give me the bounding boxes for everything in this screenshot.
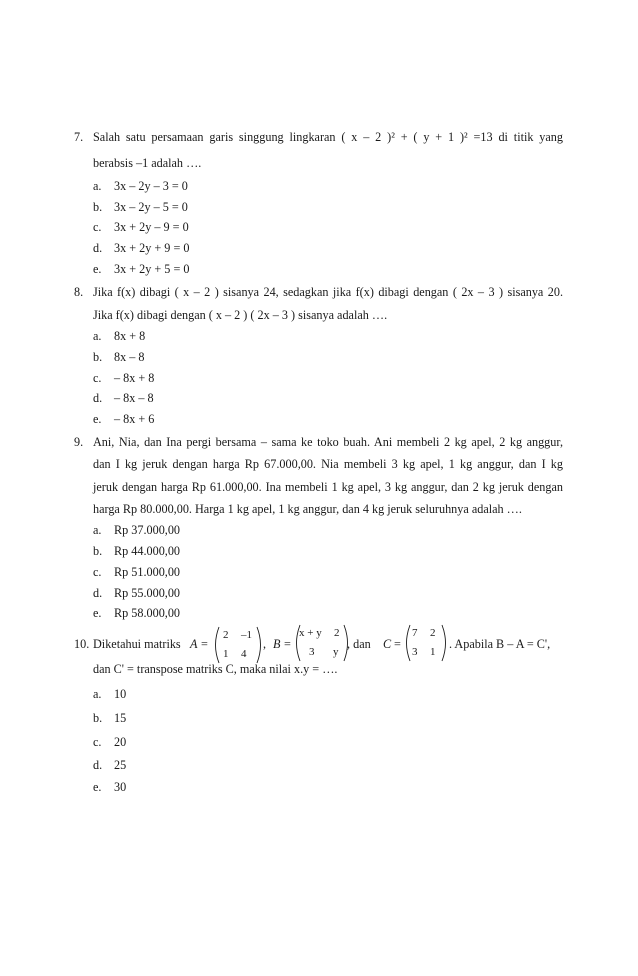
question-text-line: Jika f(x) dibagi dengan ( x – 2 ) ( 2x – 3 ) sisanya adalah ….: [93, 308, 388, 322]
option-text: 3x – 2y – 3 = 0: [114, 179, 188, 193]
option-letter: c.: [93, 371, 102, 385]
matrix-cell: 3: [412, 646, 418, 658]
option-text: – 8x + 8: [114, 371, 155, 385]
matrix-cell: x + y: [299, 627, 322, 639]
option-letter: e.: [93, 780, 102, 794]
matrix-c-name: C: [383, 637, 392, 651]
question-intro: Diketahui matriks: [93, 637, 181, 651]
matrix-b-equals: =: [284, 637, 291, 651]
matrix-a-name: A: [190, 637, 198, 651]
option-text: 15: [114, 711, 127, 725]
matrix-cell: 1: [430, 646, 436, 658]
matrix-c-equals: =: [394, 637, 401, 651]
option-text: Rp 58.000,00: [114, 606, 181, 620]
question-text-line: berabsis –1 adalah ….: [93, 156, 202, 170]
left-paren: [211, 626, 220, 664]
option-letter: b.: [93, 350, 103, 364]
separator: , dan: [347, 637, 371, 651]
matrix-b: [292, 624, 352, 666]
option-letter: b.: [93, 200, 103, 214]
matrix-b-name: B: [273, 637, 281, 651]
matrix-cell: 4: [241, 648, 247, 660]
option-letter: c.: [93, 735, 102, 749]
option-letter: c.: [93, 220, 102, 234]
option-letter: a.: [93, 523, 102, 537]
question-text-line: Ani, Nia, dan Ina pergi bersama – sama ke toko buah. Ani membeli 2 kg apel, 2 kg anggur,: [93, 435, 563, 449]
option-letter: c.: [93, 565, 102, 579]
option-text: Rp 37.000,00: [114, 523, 181, 537]
question-text-tail: . Apabila B – A = C',: [449, 637, 551, 651]
option-letter: a.: [93, 687, 102, 701]
option-letter: d.: [93, 391, 103, 405]
option-letter: e.: [93, 606, 102, 620]
matrix-cell: y: [333, 646, 339, 658]
left-paren: [402, 624, 411, 662]
matrix-cell: 2: [223, 629, 229, 641]
matrix-cell: 1: [223, 648, 229, 660]
question-text-line: jeruk dengan harga Rp 61.000,00. Ina membeli 1 kg apel, 3 kg anggur, dan 2 kg jeruk dengan: [93, 480, 563, 494]
option-text: Rp 51.000,00: [114, 565, 181, 579]
option-letter: e.: [93, 262, 102, 276]
option-letter: b.: [93, 711, 103, 725]
option-text: 3x + 2y + 5 = 0: [114, 262, 190, 276]
option-text: 8x + 8: [114, 329, 146, 343]
option-letter: a.: [93, 329, 102, 343]
question-number: 8.: [74, 285, 84, 299]
matrix-cell: –1: [241, 629, 252, 641]
option-letter: d.: [93, 586, 103, 600]
question-text-line: dan I kg jeruk dengan harga Rp 67.000,00. Nia membeli 3 kg apel, 1 kg anggur, dan I kg: [93, 457, 563, 471]
option-text: 30: [114, 780, 127, 794]
matrix-cell: 2: [334, 627, 340, 639]
question-text-line: Jika f(x) dibagi ( x – 2 ) sisanya 24, sedagkan jika f(x) dibagi dengan ( 2x – 3 ) sisanya 20.: [93, 285, 563, 299]
question-text-line: harga Rp 80.000,00. Harga 1 kg apel, 1 kg anggur, dan 4 kg jeruk seluruhnya adalah ….: [93, 502, 522, 516]
question-number: 7.: [74, 130, 84, 144]
question-number: 9.: [74, 435, 84, 449]
option-text: 20: [114, 735, 127, 749]
matrix-cell: 3: [309, 646, 315, 658]
option-letter: d.: [93, 241, 103, 255]
matrix-cell: 7: [412, 627, 418, 639]
option-letter: e.: [93, 412, 102, 426]
matrix-a-equals: =: [201, 637, 208, 651]
option-text: Rp 44.000,00: [114, 544, 181, 558]
option-text: Rp 55.000,00: [114, 586, 181, 600]
option-text: – 8x + 6: [114, 412, 155, 426]
question-text-line: Salah satu persamaan garis singgung lingkaran ( x – 2 )² + ( y + 1 )² =13 di titik yang: [93, 130, 563, 144]
option-letter: a.: [93, 179, 102, 193]
question-number: 10.: [74, 637, 90, 651]
option-text: 8x – 8: [114, 350, 145, 364]
question-text-line: dan C' = transpose matriks C, maka nilai x.y = ….: [93, 662, 338, 676]
option-letter: b.: [93, 544, 103, 558]
matrix-cell: 2: [430, 627, 436, 639]
option-text: 3x + 2y – 9 = 0: [114, 220, 189, 234]
option-text: 3x – 2y – 5 = 0: [114, 200, 188, 214]
option-letter: d.: [93, 758, 103, 772]
option-text: 10: [114, 687, 127, 701]
option-text: – 8x – 8: [114, 391, 154, 405]
option-text: 3x + 2y + 9 = 0: [114, 241, 190, 255]
option-text: 25: [114, 758, 127, 772]
matrix-c: [402, 624, 450, 666]
separator: ,: [263, 637, 267, 651]
